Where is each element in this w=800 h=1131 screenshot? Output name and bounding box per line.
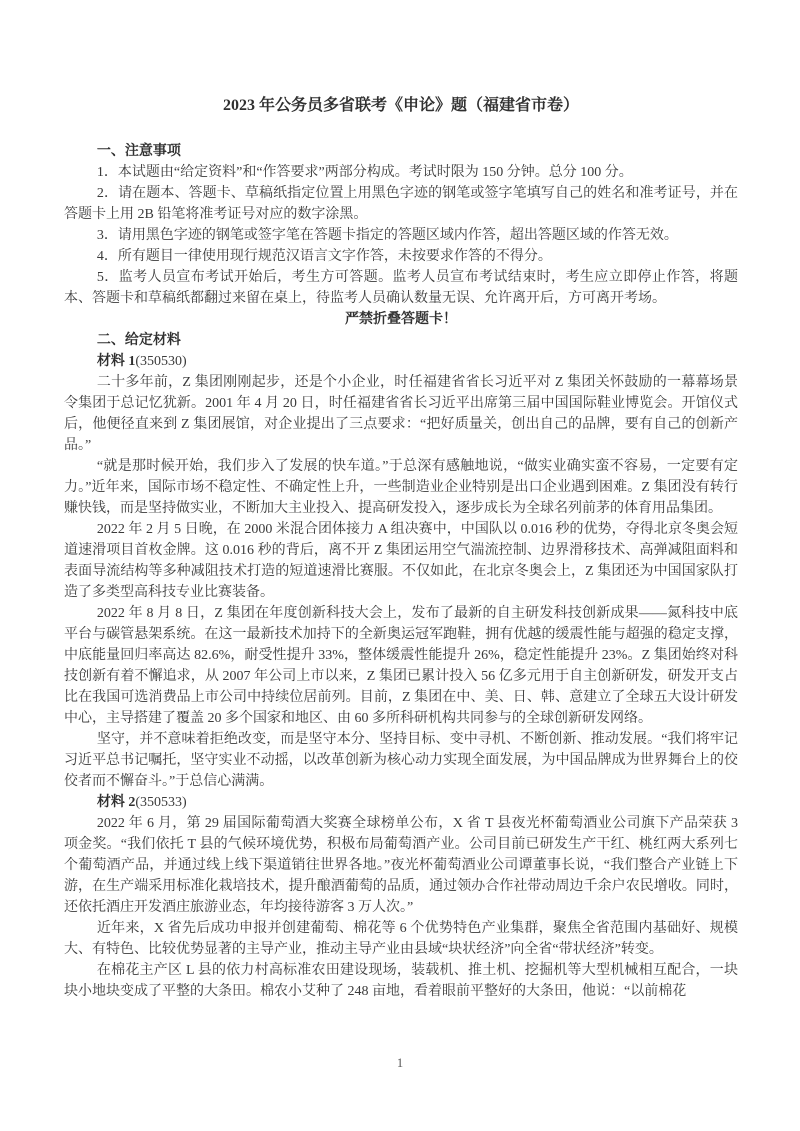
materials-heading: 二、给定材料 xyxy=(96,333,181,348)
material-1-paragraph-3: 2022 年 2 月 5 日晚，在 2000 米混合团体接力 A 组决赛中，中国队以 0.016 秒的优势，夺得北京冬奥会短道速滑项目首枚金牌。这 0.016 秒的背后，离不开 Z 集团运用空气湍流控制、边界滑移技术、高弹减阻面料和表面导流结构等多种减阻技术打造的短道速滑比赛服。不仅如此，在北京冬奥会上，Z 集团还为中国国家队打造了多类型高科技专业比赛装备。 xyxy=(64,522,738,600)
notice-item-2: 2．请在题本、答题卡、草稿纸指定位置上用黑色字迹的钢笔或签字笔填写自己的姓名和准考证号，并在答题卡上用 2B 铅笔将准考证号对应的数字涂黑。 xyxy=(64,186,738,222)
material-2-name: 材料 2 xyxy=(96,795,136,810)
material-1-paragraph-5: 坚守，并不意味着拒绝改变，而是坚守本分、坚持目标、变中寻机、不断创新、推动发展。“我们将牢记习近平总书记嘱托，坚守实业不动摇，以改革创新为核心动力实现全面发展，为中国品牌成为世界舞台上的佼佼者而不懈奋斗。”于总信心满满。 xyxy=(64,732,738,789)
material-1-paragraph-1: 二十多年前，Z 集团刚刚起步，还是个小企业，时任福建省省长习近平对 Z 集团关怀鼓励的一幕幕场景令集团于总记忆犹新。2001 年 4 月 20 日，时任福建省省长习近平出席第三届中国国际鞋业博览会。开馆仪式后，他便径直来到 Z 集团展馆，对企业提出了三点要求：“把好质量关，创出自己的品牌，要有自己的创新产品。” xyxy=(64,375,738,453)
material-2-paragraph-1: 2022 年 6 月，第 29 届国际葡萄酒大奖赛全球榜单公布，X 省 T 县夜光杯葡萄酒业公司旗下产品荣获 3 项金奖。“我们依托 T 县的气候环境优势，积极布局葡萄酒产业。公司目前已研发生产干红、桃红两大系列七个葡萄酒产品，并通过线上线下渠道销往世界各地。”夜光杯葡萄酒业公司谭董事长说，“我们整合产业链上下游，在生产端采用标准化栽培技术，提升酿酒葡萄的品质，通过领办合作社带动周边千余户农民增收。同时，还依托酒庄开发酒庄旅游业态，年均接待游客 3 万人次。” xyxy=(64,816,738,915)
material-1-paragraph-2: “就是那时候开始，我们步入了发展的快车道。”于总深有感触地说，“做实业确实蛮不容易，一定要有定力。”近年来，国际市场不稳定性、不确定性上升，一些制造业企业特别是出口企业遇到困难。Z 集团没有转行赚快钱，而是坚持做实业，不断加大主业投入、提高研发投入，逐步成长为全球名列前茅的体育用品集团。 xyxy=(64,459,738,516)
material-1-name: 材料 1 xyxy=(96,354,136,369)
material-2-paragraph-3: 在棉花主产区 L 县的依力村高标准农田建设现场，装载机、推土机、挖掘机等大型机械相互配合，一块块小地块变成了平整的大条田。棉农小艾种了 248 亩地，看着眼前平整好的大条田，他说：“以前棉花 xyxy=(64,963,738,999)
notice-item-4: 4．所有题目一律使用现行规范汉语言文字作答，未按要求作答的不得分。 xyxy=(96,249,552,264)
material-1-code: (350530) xyxy=(135,354,187,369)
page-number: 1 xyxy=(396,1056,404,1070)
notice-section xyxy=(64,141,738,330)
material-2-paragraph-2: 近年来，X 省先后成功申报并创建葡萄、棉花等 6 个优势特色产业集群，聚焦全省范围内基础好、规模大、有特色、比较优势显著的主导产业，推动主导产业由县域“块状经济”向全省“带状经济”转变。 xyxy=(64,921,738,957)
notice-heading: 一、注意事项 xyxy=(96,144,181,159)
material-1-label xyxy=(64,351,738,372)
material-1-paragraph-4: 2022 年 8 月 8 日，Z 集团在年度创新科技大会上，发布了最新的自主研发科技创新成果——氮科技中底平台与碳管悬架系统。在这一最新技术加持下的全新奥运冠军跑鞋，拥有优越的缓震性能与超强的稳定支撑，中底能量回归率高达 82.6%，耐受性提升 33%，整体缓震性能提升 26%，稳定性能提升 23%。Z 集团始终对科技创新有着不懈追求，从 2007 年公司上市以来，Z 集团已累计投入 56 亿多元用于自主创新研发，研发开支占比在我国可选消费品上市公司中持续位居前列。目前，Z 集团在中、美、日、韩、意建立了全球五大设计研发中心，主导搭建了覆盖 20 多个国家和地区、由 60 多所科研机构共同参与的全球创新研发网络。 xyxy=(64,606,738,726)
materials-section xyxy=(64,330,738,1002)
material-2-label xyxy=(64,792,738,813)
notice-item-5: 5．监考人员宣布考试开始后，考生方可答题。监考人员宣布考试结束时，考生应立即停止作答，将题本、答题卡和草稿纸都翻过来留在桌上，待监考人员确认数量无误、允许离开后，方可离开考场。 xyxy=(64,270,738,306)
notice-item-1: 1．本试题由“给定资料”和“作答要求”两部分构成。考试时限为 150 分钟。总分 100 分。 xyxy=(96,165,633,180)
notice-item-3: 3．请用黑色字迹的钢笔或签字笔在答题卡指定的答题区域内作答，超出答题区域的作答无效。 xyxy=(96,228,678,243)
exam-title: 2023 年公务员多省联考《申论》题（福建省市卷） xyxy=(222,97,579,114)
material-2-code: (350533) xyxy=(135,795,187,810)
no-fold-warning: 严禁折叠答题卡！ xyxy=(345,312,457,327)
